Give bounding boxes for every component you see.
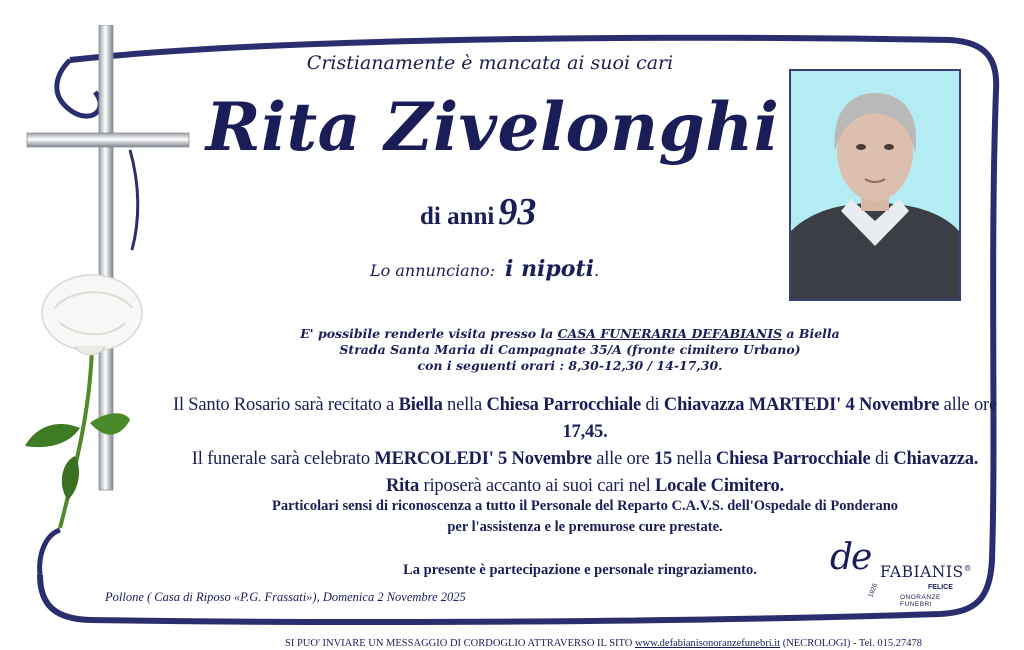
closing-line: La presente è partecipazione e personale ringraziamento. — [403, 562, 757, 578]
condolence-site-link[interactable]: www.defabianisonoranzefunebri.it — [634, 638, 781, 649]
place-date: Pollone ( Casa di Riposo «P.G. Frassati»), Domenica 2 Novembre 2025 — [105, 590, 466, 604]
thanks-line2: per l'assistenza e le premurose cure prestate. — [447, 519, 723, 535]
text-bold: Biella — [398, 395, 443, 415]
visit-address: Strada Santa Maria di Campagnate 35/A (fronte cimitero Urbano) — [339, 342, 801, 357]
deceased-name: Rita Zivelonghi — [205, 88, 780, 166]
visit-line1-b: a Biella — [782, 326, 840, 341]
text: Il funerale sarà celebrato — [191, 449, 375, 469]
funeral-home-logo — [830, 523, 973, 613]
rosary-line — [150, 392, 1020, 446]
logo-year: 1926 — [867, 582, 879, 599]
logo-brand — [880, 563, 972, 581]
text: Il Santo Rosario sarà recitato a — [172, 395, 399, 415]
text: alle ore — [591, 449, 654, 469]
announce-period: . — [594, 261, 600, 280]
age-line — [420, 190, 620, 234]
text-bold: Chiesa Parrocchiale — [715, 449, 871, 469]
portrait-illustration — [791, 71, 959, 299]
text-bold: Locale Cimitero. — [655, 476, 785, 496]
age-prefix: di anni — [420, 203, 495, 230]
visit-hours: con i seguenti orari : 8,30-12,30 / 14-17,30. — [417, 358, 723, 373]
logo-felice: FELICE — [928, 584, 953, 591]
text-bold: Chiesa Parrocchiale — [486, 395, 642, 415]
text-bold: 17,45. — [562, 422, 608, 442]
visit-line1-a: E' possibile renderle visita presso la — [300, 326, 558, 341]
logo-script: de — [830, 537, 871, 578]
text: nella — [672, 449, 716, 469]
funeral-home-name: CASA FUNERARIA DEFABIANIS — [557, 326, 783, 341]
visit-info — [230, 326, 910, 374]
white-rose-icon — [20, 268, 160, 538]
logo-registered: ® — [963, 563, 973, 573]
text: di — [641, 395, 664, 415]
rites-info — [150, 392, 1020, 500]
logo-brand-text: FABIANIS — [880, 563, 964, 581]
thanks-line1: Particolari sensi di riconoscenza a tutto il Personale del Reparto C.A.V.S. dell'Ospedale di Ponderano — [271, 498, 899, 514]
announcers: i nipoti — [505, 256, 594, 282]
opening-line: Cristianamente è mancata ai suoi cari — [306, 52, 674, 74]
text: nella — [442, 395, 487, 415]
announcement-line — [370, 256, 770, 282]
funeral-line — [150, 446, 1020, 473]
portrait-photo — [789, 69, 961, 301]
logo-onoranze: ONORANZE FUNEBRI — [900, 594, 941, 608]
age-value: 93 — [498, 191, 537, 233]
text-bold: 15 — [654, 449, 673, 469]
footer-note — [285, 638, 1015, 649]
text: di — [870, 449, 894, 469]
announce-prefix: Lo annunciano: — [370, 261, 496, 280]
text-bold: Rita — [385, 476, 420, 496]
footer-prefix: SI PUO' INVIARE UN MESSAGGIO DI CORDOGLIO ATTRAVERSO IL SITO — [285, 638, 635, 649]
text: riposerà accanto ai suoi cari nel — [419, 476, 656, 496]
text-bold: Chiavazza. — [893, 449, 979, 469]
text: alle ore — [939, 395, 997, 415]
text-bold: MERCOLEDI' 5 Novembre — [374, 449, 592, 469]
footer-suffix: (NECROLOGI) - Tel. 015.27478 — [780, 638, 923, 649]
text-bold: Chiavazza MARTEDI' 4 Novembre — [663, 395, 940, 415]
